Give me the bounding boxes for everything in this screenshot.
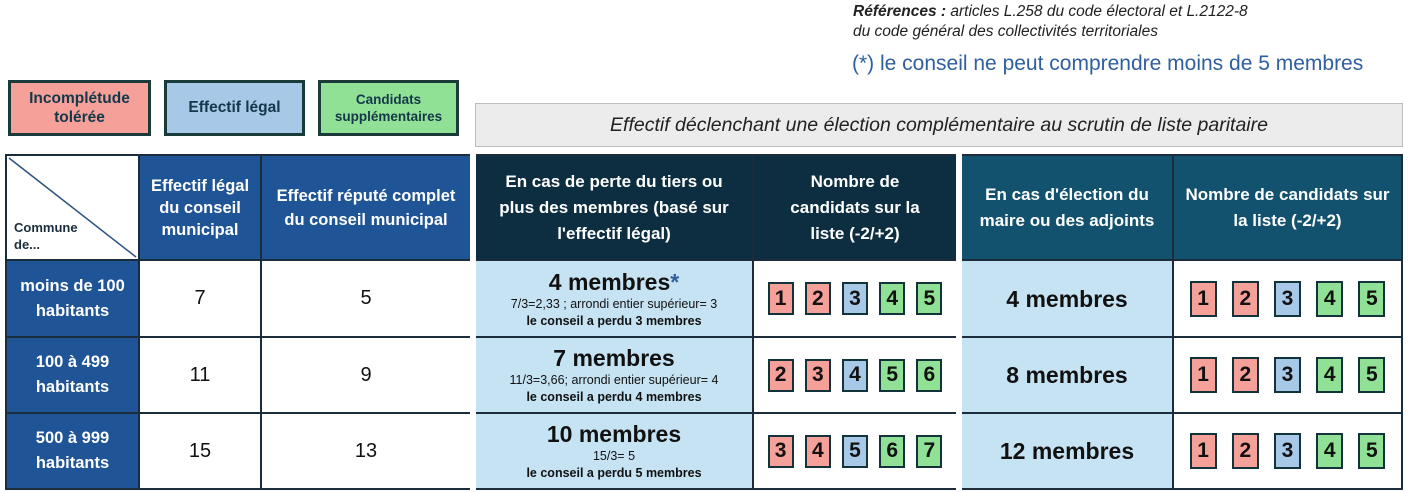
row-perte-note: le conseil a perdu 4 membres: [526, 390, 702, 404]
legend-incompletude: Incomplétude tolérée: [8, 80, 151, 136]
row-commune: [7, 261, 138, 336]
candidate-boxes-1: [754, 338, 956, 412]
row-effectif-complet: [262, 414, 470, 488]
row-effectif-legal: [140, 261, 260, 336]
row-election-maire-value: 12 membres: [999, 438, 1135, 464]
header-candidats-2: [1174, 156, 1401, 259]
header-perte-tiers: [476, 156, 752, 259]
row-perte-main: [553, 344, 674, 372]
row-perte-note: le conseil a perdu 5 membres: [526, 466, 702, 480]
candidate-boxes-2: [1174, 261, 1401, 336]
candidate-box: 4: [1316, 281, 1343, 317]
candidate-boxes-1: [754, 414, 956, 488]
header-effectif-complet-label: Effectif réputé complet du conseil municipal: [276, 186, 456, 229]
candidate-box: 2: [1232, 357, 1259, 393]
candidate-box: 3: [805, 359, 831, 392]
row-candidats-1: [754, 338, 956, 412]
row-perte-calcul: 7/3=2,33 ; arrondi entier supérieur= 3: [510, 296, 718, 311]
row-perte-calcul: 11/3=3,66; arrondi entier supérieur= 4: [509, 373, 719, 387]
candidate-box: 5: [1358, 433, 1385, 469]
candidate-box: 6: [879, 435, 905, 468]
legend-candidats-supplementaires: Candidats supplémentaires: [318, 80, 459, 136]
row-commune-label: 500 à 999 habitants: [35, 429, 110, 472]
references: [853, 2, 1248, 42]
header-commune-label: Commune de...: [14, 220, 78, 252]
candidate-box: 2: [1232, 281, 1259, 317]
row-effectif-complet-value: 9: [360, 363, 372, 386]
candidate-box: 5: [842, 435, 868, 468]
row-perte-tiers: [476, 414, 752, 488]
table-banner: Effectif déclenchant une élection complémentaire au scrutin de liste paritaire: [475, 103, 1403, 147]
candidate-box: 3: [768, 435, 794, 468]
candidate-box: 4: [879, 282, 905, 315]
candidate-box: 5: [1358, 357, 1385, 393]
header-effectif-complet: [262, 156, 470, 259]
row-perte-star: *: [670, 268, 680, 295]
row-perte-value: 7 membres: [553, 345, 675, 371]
header-election-maire-label: En cas d'élection du maire ou des adjoints: [979, 184, 1155, 230]
header-commune: [7, 156, 138, 259]
row-election-maire-value: 8 membres: [1006, 362, 1128, 388]
header-candidats-2-label: Nombre de candidats sur la liste (-2/+2): [1185, 184, 1390, 230]
candidate-box: 4: [1316, 357, 1343, 393]
candidate-box: 1: [1190, 281, 1217, 317]
candidate-box: 3: [842, 282, 868, 315]
header-perte-tiers-label: En cas de perte du tiers ou plus des membres (basé sur l'effectif légal): [499, 171, 729, 243]
header-candidats-1: [754, 156, 956, 259]
candidate-box: 2: [1232, 433, 1259, 469]
candidate-box: 1: [1190, 433, 1217, 469]
candidate-box: 7: [916, 435, 942, 468]
row-election-maire-value: 4 membres: [1006, 285, 1128, 312]
row-commune: [7, 414, 138, 488]
candidate-box: 2: [768, 359, 794, 392]
candidate-box: 5: [879, 359, 905, 392]
row-election-maire: [962, 338, 1172, 412]
references-label: Références :: [853, 3, 947, 20]
candidate-box: 2: [805, 282, 831, 315]
row-perte-tiers: [476, 261, 752, 336]
header-effectif-legal-label: Effectif légal du conseil municipal: [150, 176, 250, 239]
candidate-box: 1: [1190, 357, 1217, 393]
references-line-2: du code général des collectivités territoriales: [853, 23, 1158, 40]
minimum-note: (*) le conseil ne peut comprendre moins de 5 membres: [852, 52, 1364, 75]
row-effectif-legal: [140, 414, 260, 488]
row-election-maire: [962, 414, 1172, 488]
row-candidats-2: [1174, 414, 1401, 488]
row-effectif-legal-value: 15: [188, 439, 212, 462]
row-candidats-2: [1174, 338, 1401, 412]
candidate-box: 3: [1274, 281, 1301, 317]
row-commune-label: 100 à 499 habitants: [35, 353, 110, 396]
row-perte-tiers: [476, 338, 752, 412]
row-effectif-complet-value: 13: [354, 439, 378, 462]
row-commune: [7, 338, 138, 412]
candidate-box: 4: [842, 359, 868, 392]
candidate-boxes-1: [754, 261, 956, 336]
candidate-box: 4: [1316, 433, 1343, 469]
row-effectif-complet-value: 5: [360, 287, 372, 309]
row-election-maire: [962, 261, 1172, 336]
candidate-box: 5: [1358, 281, 1385, 317]
row-candidats-2: [1174, 261, 1401, 336]
row-perte-main: [549, 268, 679, 296]
row-candidats-1: [754, 261, 956, 336]
row-effectif-legal: [140, 338, 260, 412]
candidate-box: 4: [805, 435, 831, 468]
candidate-box: 5: [916, 282, 942, 315]
row-candidats-1: [754, 414, 956, 488]
header-election-maire: [962, 156, 1172, 259]
header-effectif-legal: [140, 156, 260, 259]
candidate-box: 3: [1274, 433, 1301, 469]
row-perte-calcul: 15/3= 5: [592, 449, 636, 463]
references-text-1: articles L.258 du code électoral et L.2122-8: [946, 3, 1248, 20]
row-effectif-complet: [262, 338, 470, 412]
row-effectif-legal-value: 11: [189, 363, 211, 386]
legend-effectif-legal: Effectif légal: [164, 80, 305, 136]
row-perte-value: 4 membres: [548, 268, 671, 295]
row-commune-label: moins de 100 habitants: [20, 276, 125, 320]
candidate-box: 6: [916, 359, 942, 392]
row-perte-note: le conseil a perdu 3 membres: [526, 313, 702, 328]
candidate-boxes-2: [1174, 338, 1401, 412]
references-line-1: [853, 2, 1248, 22]
row-perte-main: [547, 420, 681, 448]
candidate-box: 3: [1274, 357, 1301, 393]
row-perte-value: 10 membres: [546, 421, 682, 447]
row-effectif-complet: [262, 261, 470, 336]
row-effectif-legal-value: 7: [194, 287, 206, 309]
header-candidats-1-label: Nombre de candidats sur la liste (-2/+2): [790, 171, 920, 243]
candidate-boxes-2: [1174, 414, 1401, 488]
candidate-box: 1: [768, 282, 794, 315]
